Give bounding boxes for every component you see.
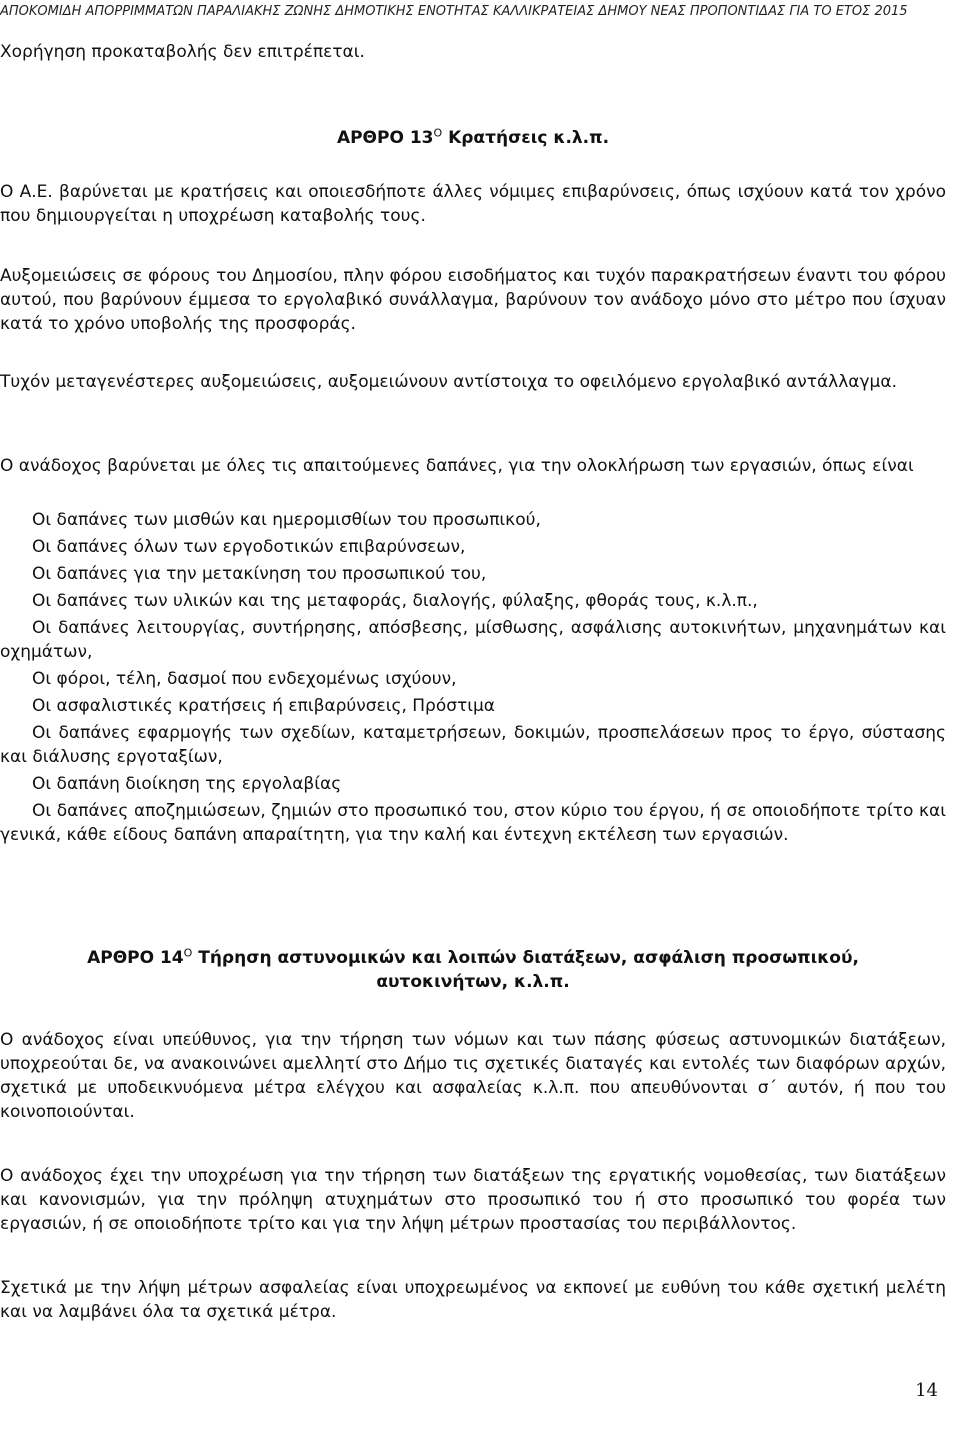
article-13-paragraph-3: Τυχόν μεταγενέστερες αυξομειώσεις, αυξομειώνουν αντίστοιχα το οφειλόμενο εργολαβικό αντάλλαγμα. <box>0 372 897 392</box>
list-item: Οι δαπάνες των υλικών και της μεταφοράς, διαλογής, φύλαξης, φθοράς τους, κ.λ.π., <box>32 591 758 611</box>
article-13-heading <box>0 126 946 150</box>
article-13-paragraph-2: Αυξομειώσεις σε φόρους του Δημοσίου, πλην φόρου εισοδήματος και τυχόν παρακρατήσεων έναντι του φόρου αυτού, που βαρύνουν έμμεσα το εργολαβικό συνάλλαγμα, βαρύνουν τον ανάδοχο μόνο στο μέτρο που ίσχυαν κατά το χρόνο υποβολής της προσφοράς. <box>0 266 946 334</box>
article-13-paragraph-4: Ο ανάδοχος βαρύνεται με όλες τις απαιτούμενες δαπάνες, για την ολοκλήρωση των εργασιών, όπως είναι <box>0 456 914 476</box>
intro-paragraph: Χορήγηση προκαταβολής δεν επιτρέπεται. <box>0 42 365 62</box>
article-13-sup: Ο <box>433 126 443 140</box>
list-item: Οι δαπάνες λειτουργίας, συντήρησης, απόσβεσης, μίσθωσης, ασφάλισης αυτοκινήτων, μηχανημάτων και οχημάτων, <box>0 618 946 662</box>
article-13-paragraph-1: Ο Α.Ε. βαρύνεται με κρατήσεις και οποιεσδήποτε άλλες νόμιμες επιβαρύνσεις, όπως ισχύουν κατά τον χρόνο που δημιουργείται η υποχρέωση καταβολής τους. <box>0 182 946 226</box>
article-14-heading <box>0 946 946 994</box>
article-14-sup: Ο <box>183 946 193 960</box>
list-item: Οι δαπάνες εφαρμογής των σχεδίων, καταμετρήσεων, δοκιμών, προσπελάσεων προς το έργο, σύστασης και διάλυσης εργοταξίων, <box>0 723 946 767</box>
list-item: Οι δαπάνη διοίκηση της εργολαβίας <box>32 774 342 794</box>
article-13-title: Κρατήσεις κ.λ.π. <box>448 128 610 148</box>
article-14-prefix: ΑΡΘΡΟ 14 <box>87 948 184 968</box>
expenses-list <box>0 508 946 850</box>
page-number: 14 <box>915 1380 938 1401</box>
article-14-paragraph-1: Ο ανάδοχος είναι υπεύθυνος, για την τήρηση των νόμων και των πάσης φύσεως αστυνομικών διατάξεων, υποχρεούται δε, να ανακοινώνει αμελλητί στο Δήμο τις σχετικές διαταγές και εντολές των διαφόρων αρχών, σχετικά με υποδεικνυόμενα μέτρα ελέγχου και ασφαλείας κ.λ.π. που απευθύνονται σ΄ αυτόν, ή που του κοινοποιούνται. <box>0 1030 946 1122</box>
list-item: Οι δαπάνες για την μετακίνηση του προσωπικού του, <box>32 564 487 584</box>
article-14-paragraph-3: Σχετικά με την λήψη μέτρων ασφαλείας είναι υποχρεωμένος να εκπονεί με ευθύνη του κάθε σχετική μελέτη και να λαμβάνει όλα τα σχετικά μέτρα. <box>0 1278 946 1322</box>
article-13-prefix: ΑΡΘΡΟ 13 <box>336 128 434 148</box>
list-item: Οι φόροι, τέλη, δασμοί που ενδεχομένως ισχύουν, <box>32 669 457 689</box>
list-item: Οι δαπάνες αποζημιώσεων, ζημιών στο προσωπικό του, στον κύριο του έργου, ή σε οποιοδήποτε τρίτο και γενικά, κάθε είδους δαπάνη απαραίτητη, για την καλή και έντεχνη εκτέλεση των εργασιών. <box>0 801 946 845</box>
running-header: ΑΠΟΚΟΜΙΔΗ ΑΠΟΡΡΙΜΜΑΤΩΝ ΠΑΡΑΛΙΑΚΗΣ ΖΩΝΗΣ ΔΗΜΟΤΙΚΗΣ ΕΝΟΤΗΤΑΣ ΚΑΛΛΙΚΡΑΤΕΙΑΣ ΔΗΜΟΥ ΝΕΑΣ ΠΡΟΠΟΝΤΙΔΑΣ ΓΙΑ ΤΟ ΕΤΟΣ 2015 <box>0 4 908 19</box>
article-14-paragraph-2: Ο ανάδοχος έχει την υποχρέωση για την τήρηση των διατάξεων της εργατικής νομοθεσίας, των διατάξεων και κανονισμών, για την πρόληψη ατυχημάτων στο προσωπικό του ή στο προσωπικό του φορέα των εργασιών, ή σε οποιοδήποτε τρίτο και για την λήψη μέτρων προστασίας του περιβάλλοντος. <box>0 1166 946 1234</box>
list-item: Οι δαπάνες όλων των εργοδοτικών επιβαρύνσεων, <box>32 537 466 557</box>
article-14-title-line2: αυτοκινήτων, κ.λ.π. <box>376 972 570 992</box>
article-14-title-line1: Τήρηση αστυνομικών και λοιπών διατάξεων, ασφάλιση προσωπικού, <box>198 948 859 968</box>
list-item: Οι ασφαλιστικές κρατήσεις ή επιβαρύνσεις, Πρόστιμα <box>32 696 496 716</box>
list-item: Οι δαπάνες των μισθών και ημερομισθίων του προσωπικού, <box>32 510 541 530</box>
